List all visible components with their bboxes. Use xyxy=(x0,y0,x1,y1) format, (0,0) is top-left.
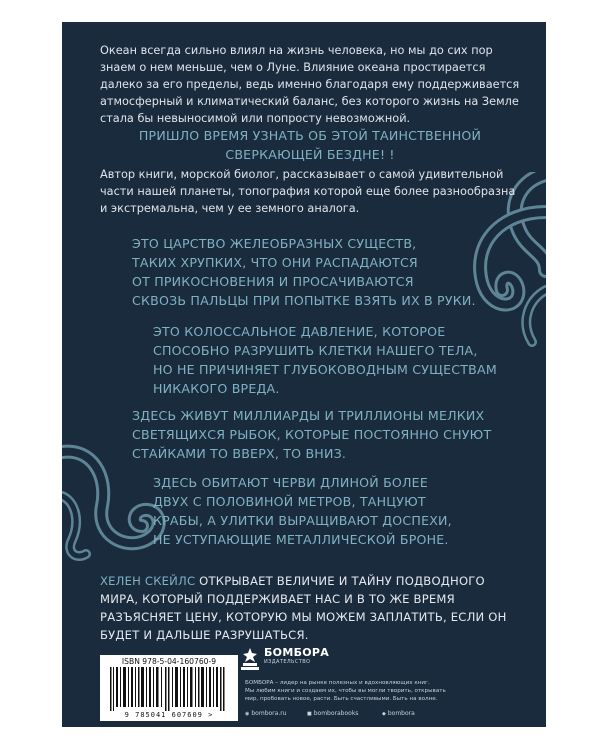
telegram-icon: ◆ xyxy=(382,711,386,717)
globe-icon: ◉ xyxy=(245,711,250,717)
author-intro-paragraph: Автор книги, морской биолог, рассказывает о самой удивительной части нашей планеты, топография которой еще более разнообразна и экстремальна, чем у ее земного аналога. xyxy=(100,168,516,215)
publisher-description: БОМБОРА – лидер на рынке полезных и вдохновляющих книг. Мы любим книги и создаем их, чтобы вы могли творить, открывать мир, пробовать новое, расти. Быть счастливыми. Быть на волне. xyxy=(245,680,446,702)
isbn-barcode xyxy=(100,655,238,721)
author-name: ХЕЛЕН СКЕЙЛС xyxy=(100,574,196,588)
book-back-cover xyxy=(62,22,546,727)
intro-paragraph: Океан всегда сильно влиял на жизнь человека, но мы до сих пор знаем о нем меньше, чем о Луне. Влияние океана простирается далеко за его пределы, ведь именно благодаря ему поддерживается атмосферный и климатический баланс, без которого жизнь на Земле стала бы невыносимой или попросту невозможной. xyxy=(100,44,520,125)
closing-paragraph xyxy=(100,572,520,644)
social-website[interactable]: ◉ bombora.ru xyxy=(245,710,287,717)
callout-jelly: ЭТО ЦАРСТВО ЖЕЛЕОБРАЗНЫХ СУЩЕСТВ, ТАКИХ ХРУПКИХ, ЧТО ОНИ РАСПАДАЮТСЯ ОТ ПРИКОСНОВЕНИЯ И ПРОСАЧИВАЮТСЯ СКВОЗЬ ПАЛЬЦЫ ПРИ ПОПЫТКЕ ВЗЯТЬ ИХ В РУКИ. xyxy=(132,236,476,308)
isbn-text: ISBN 978-5-04-160760-9 xyxy=(121,657,217,666)
bombora-logo-icon xyxy=(238,647,262,671)
callout-worms: ЗДЕСЬ ОБИТАЮТ ЧЕРВИ ДЛИНОЙ БОЛЕЕ ДВУХ С ПОЛОВИНОЙ МЕТРОВ, ТАНЦУЮТ КРАБЫ, А УЛИТКИ ВЫРАЩИВАЮТ ДОСПЕХИ, НЕ УСТУПАЮЩИЕ МЕТАЛЛИЧЕСКОЙ БРОНЕ. xyxy=(153,475,452,547)
barcode-digits: 9 785041 607609 > xyxy=(124,711,214,719)
barcode-bars xyxy=(110,667,228,711)
social-vk[interactable]: ■ bomborabooks xyxy=(307,710,359,717)
social-telegram[interactable]: ◆ bombora xyxy=(382,710,415,717)
vk-icon: ■ xyxy=(307,711,312,717)
publisher-name: БОМБОРА xyxy=(264,646,330,659)
headline: ПРИШЛО ВРЕМЯ УЗНАТЬ ОБ ЭТОЙ ТАИНСТВЕННОЙ СВЕРКАЮЩЕЙ БЕЗДНЕ! ! xyxy=(138,128,482,162)
callout-pressure: ЭТО КОЛОССАЛЬНОЕ ДАВЛЕНИЕ, КОТОРОЕ СПОСОБНО РАЗРУШИТЬ КЛЕТКИ НАШЕГО ТЕЛА, НО НЕ ПРИЧИНЯЕТ ГЛУБОКОВОДНЫМ СУЩЕСТВАМ НИКАКОГО ВРЕДА. xyxy=(153,324,497,396)
callout-fish: ЗДЕСЬ ЖИВУТ МИЛЛИАРДЫ И ТРИЛЛИОНЫ МЕЛКИХ СВЕТЯЩИХСЯ РЫБОК, КОТОРЫЕ ПОСТОЯННО СНУЮТ СТАЙКАМИ ТО ВВЕРХ, ТО ВНИЗ. xyxy=(132,408,492,461)
publisher-subtitle: ИЗДАТЕЛЬСТВО xyxy=(264,659,311,665)
closing-text: ОТКРЫВАЕТ ВЕЛИЧИЕ И ТАЙНУ ПОДВОДНОГО МИРА, КОТОРЫЙ ПОДДЕРЖИВАЕТ НАС И В ТО ЖЕ ВРЕМЯ РАЗЪЯСНЯЕТ ЦЕНУ, КОТОРУЮ МЫ МОЖЕМ ЗАПЛАТИТЬ, ЕСЛИ ОН БУДЕТ И ДАЛЬШЕ РАЗРУШАТЬСЯ. xyxy=(100,574,507,642)
